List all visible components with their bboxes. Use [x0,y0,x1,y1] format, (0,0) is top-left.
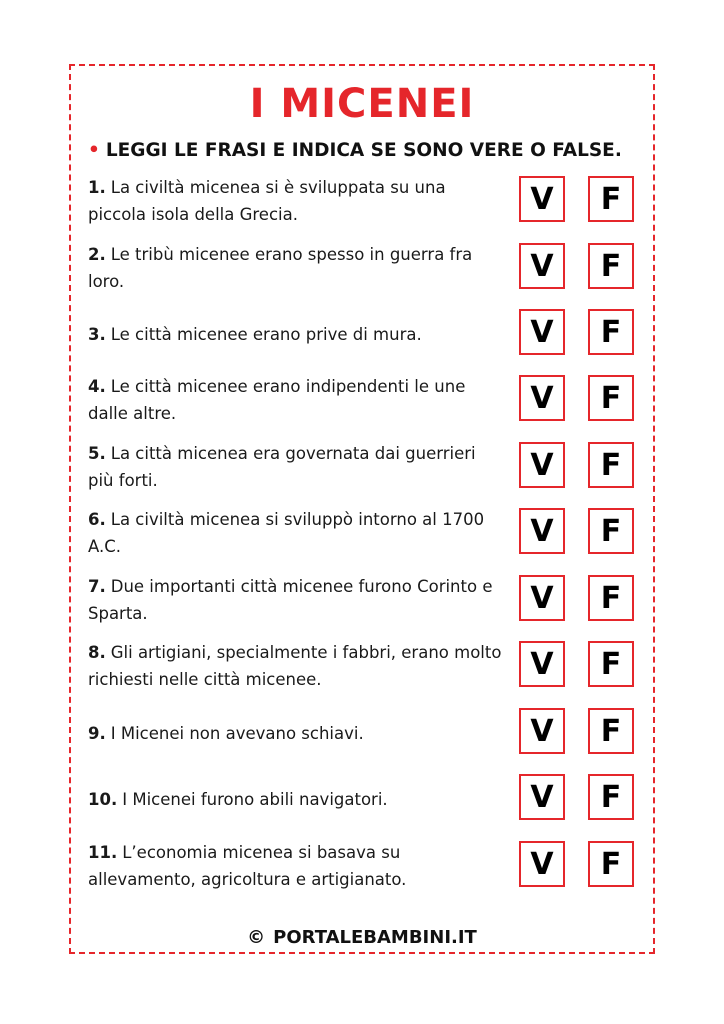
true-box[interactable]: V [519,243,565,289]
question-text-container [88,838,503,894]
question-text-container [88,306,503,362]
question-text-container [88,372,503,428]
question-text-container [88,439,503,495]
instruction-text: LEGGI LE FRASI E INDICA SE SONO VERE O FALSE. [105,140,622,161]
true-box[interactable]: V [519,375,565,421]
true-box[interactable]: V [519,708,565,754]
false-box[interactable]: F [588,841,634,887]
question-row-8 [88,638,648,694]
false-box[interactable]: F [588,176,634,222]
question-number: 7. [88,577,106,596]
question-number: 6. [88,510,106,529]
instruction-line [88,137,648,165]
question-text: Gli artigiani, specialmente i fabbri, erano molto richiesti nelle città micenee. [88,643,502,689]
question-row-7 [88,572,648,628]
question-text: I Micenei furono abili navigatori. [122,789,388,809]
page-title: I MICENEI [249,81,475,127]
question-number: 2. [88,245,106,264]
false-box[interactable]: F [588,708,634,754]
question-text-container [88,240,503,296]
question-text: Due importanti città micenee furono Corinto e Sparta. [88,577,493,623]
question-text: La civiltà micenea si è sviluppata su una piccola isola della Grecia. [88,178,446,224]
question-row-5 [88,439,648,495]
question-text: I Micenei non avevano schiavi. [110,723,364,743]
true-box[interactable]: V [519,508,565,554]
question-text-container [88,505,503,561]
bullet-icon: • [88,140,100,161]
question-text: La civiltà micenea si sviluppò intorno al 1700 A.C. [88,510,485,556]
question-number: 8. [88,643,106,662]
copyright-icon: © [247,927,266,948]
question-number: 4. [88,377,106,396]
question-text: Le tribù micenee erano spesso in guerra fra loro. [88,245,473,291]
true-box[interactable]: V [519,309,565,355]
footer-credit [0,924,724,952]
true-box[interactable]: V [519,176,565,222]
false-box[interactable]: F [588,508,634,554]
site-name: PORTALEBAMBINI.IT [273,927,477,948]
question-text: Le città micenee erano indipendenti le une dalle altre. [88,377,466,423]
question-text: L’economia micenea si basava su allevamento, agricoltura e artigianato. [88,843,407,889]
question-row-11 [88,838,648,894]
question-row-3 [88,306,648,362]
question-text-container [88,173,503,229]
false-box[interactable]: F [588,309,634,355]
true-box[interactable]: V [519,641,565,687]
true-box[interactable]: V [519,774,565,820]
question-number: 11. [88,843,118,862]
false-box[interactable]: F [588,375,634,421]
question-row-1 [88,173,648,229]
question-text: Le città micenee erano prive di mura. [110,324,422,344]
true-box[interactable]: V [519,841,565,887]
false-box[interactable]: F [588,243,634,289]
false-box[interactable]: F [588,575,634,621]
question-text-container [88,705,503,761]
question-text-container [88,771,503,827]
question-text-container [88,638,503,694]
question-row-2 [88,240,648,296]
false-box[interactable]: F [588,442,634,488]
false-box[interactable]: F [588,641,634,687]
true-box[interactable]: V [519,575,565,621]
false-box[interactable]: F [588,774,634,820]
question-row-9 [88,705,648,761]
true-box[interactable]: V [519,442,565,488]
question-number: 9. [88,723,106,743]
question-number: 5. [88,444,106,463]
question-row-6 [88,505,648,561]
question-text-container [88,572,503,628]
question-number: 1. [88,178,106,197]
question-number: 10. [88,789,118,809]
question-text: La città micenea era governata dai guerrieri più forti. [88,444,476,490]
question-row-4 [88,372,648,428]
question-row-10 [88,771,648,827]
question-number: 3. [88,324,106,344]
